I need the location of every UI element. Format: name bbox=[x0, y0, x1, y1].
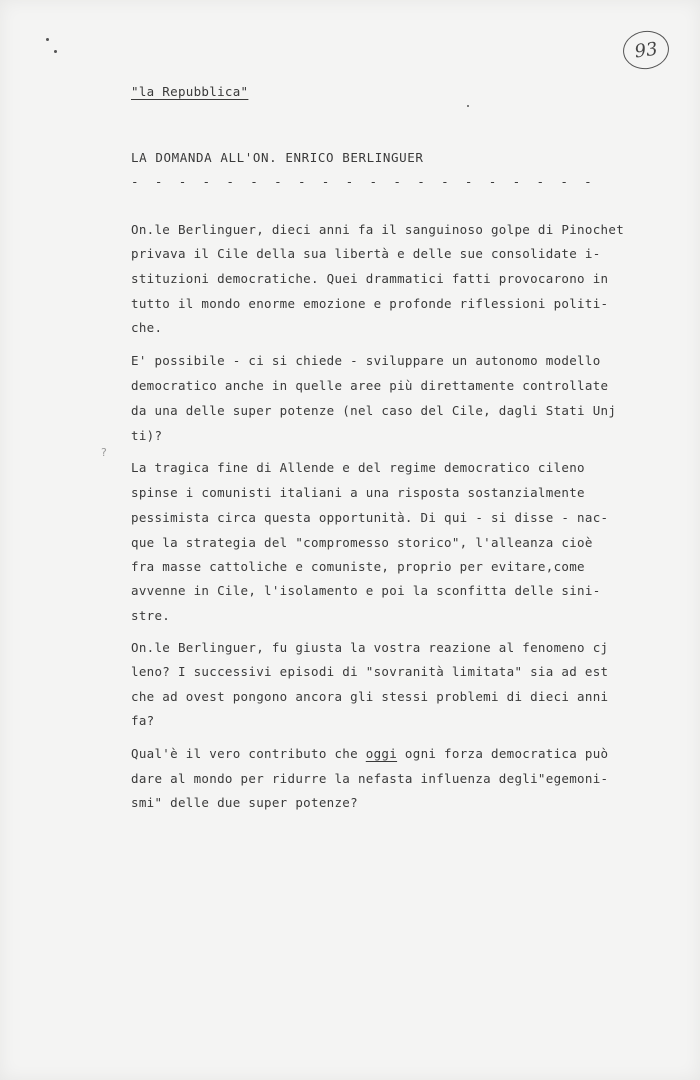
text-line: dare al mondo per ridurre la nefasta influenza degli"egemoni- bbox=[131, 771, 609, 786]
text-line: spinse i comunisti italiani a una risposta sostanzialmente bbox=[131, 485, 585, 500]
paper-speck bbox=[46, 38, 49, 41]
text-line: ti)? bbox=[131, 428, 163, 443]
text-line: pessimista circa questa opportunità. Di qui - si disse - nac- bbox=[131, 510, 609, 525]
text-line: stre. bbox=[131, 608, 171, 623]
text-line: che. bbox=[131, 320, 163, 335]
page-number-stamp bbox=[621, 28, 672, 72]
text-line: da una delle super potenze (nel caso del Cile, dagli Stati Unj bbox=[131, 403, 617, 418]
text-line: stituzioni democratiche. Quei drammatici fatti provocarono in bbox=[131, 271, 609, 286]
text-line: avvenne in Cile, l'isolamento e poi la sconfitta delle sini- bbox=[131, 583, 601, 598]
document-title: LA DOMANDA ALL'ON. ENRICO BERLINGUER bbox=[131, 150, 424, 165]
text-line: fa? bbox=[131, 713, 155, 728]
text-line: tutto il mondo enorme emozione e profonde riflessioni politi- bbox=[131, 296, 609, 311]
paper-speck bbox=[54, 50, 57, 53]
text-line: privava il Cile della sua libertà e delle sue consolidate i- bbox=[131, 246, 601, 261]
text-line: fra masse cattoliche e comuniste, proprio per evitare,come bbox=[131, 559, 585, 574]
page-number: 93 bbox=[633, 38, 659, 62]
title-separator: - - - - - - - - - - - - - - - - - - - - bbox=[131, 174, 597, 189]
text-line: democratico anche in quelle aree più direttamente controllate bbox=[131, 378, 609, 393]
text-line: Qual'è il vero contributo che oggi ogni forza democratica può bbox=[131, 746, 609, 761]
text-line: On.le Berlinguer, dieci anni fa il sanguinoso golpe di Pinochet bbox=[131, 222, 625, 237]
text-line: leno? I successivi episodi di "sovranità limitata" sia ad est bbox=[131, 664, 609, 679]
underlined-word: oggi bbox=[365, 746, 398, 761]
paper-speck bbox=[467, 105, 469, 107]
text-line: E' possibile - ci si chiede - sviluppare un autonomo modello bbox=[131, 353, 601, 368]
margin-mark: ? bbox=[101, 446, 107, 459]
text-line: che ad ovest pongono ancora gli stessi problemi di dieci anni bbox=[131, 689, 609, 704]
text-line: On.le Berlinguer, fu giusta la vostra reazione al fenomeno cj bbox=[131, 640, 609, 655]
text-line: La tragica fine di Allende e del regime democratico cileno bbox=[131, 460, 585, 475]
source-publication: "la Repubblica" bbox=[131, 84, 249, 99]
text-line: smi" delle due super potenze? bbox=[131, 795, 358, 810]
text-line: que la strategia del "compromesso storico", l'alleanza cioè bbox=[131, 535, 593, 550]
